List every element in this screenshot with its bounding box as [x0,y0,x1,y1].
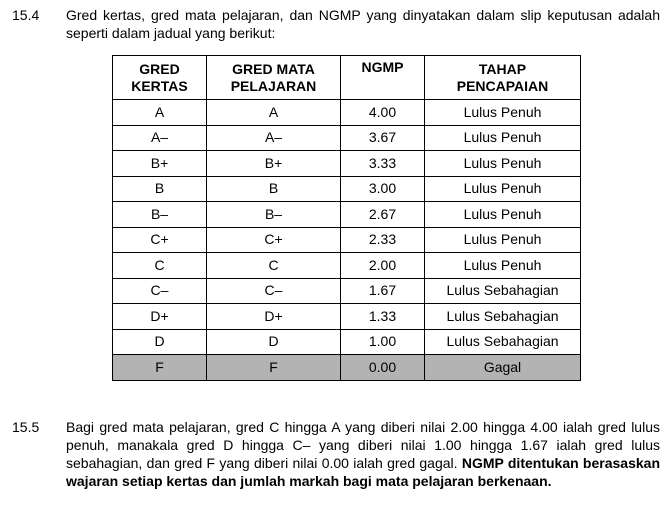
cell-ngmp: 2.33 [341,227,425,253]
cell-ngmp: 3.67 [341,125,425,151]
cell-ngmp: 1.33 [341,304,425,330]
cell-ngmp: 3.33 [341,151,425,177]
cell-gred-kertas: B [113,176,207,202]
cell-tahap-pencapaian: Lulus Penuh [425,227,581,253]
cell-ngmp: 2.00 [341,253,425,279]
section-text-bold: NGMP ditentukan berasaskan wajaran setiap kertas dan jumlah markah bagi mata pelajaran berkenaan. [66,455,660,489]
cell-gred-mata-pelajaran: D+ [207,304,341,330]
cell-tahap-pencapaian: Lulus Penuh [425,100,581,126]
section-text [66,418,660,490]
table-row [113,355,581,381]
table-row [113,176,581,202]
cell-gred-kertas: A [113,100,207,126]
cell-gred-mata-pelajaran: B– [207,202,341,228]
section-text-plain: Bagi gred mata pelajaran, gred C hingga A yang diberi nilai 2.00 hingga 4.00 ialah gred lulus penuh, manakala gred D hingga C– yang diberi nilai 1.00 hingga 1.67 ialah gred lulus sebahagian, dan gred F yang diberi nilai 0.00 ialah gred gagal. [66,419,660,471]
cell-gred-kertas: F [113,355,207,381]
cell-tahap-pencapaian: Lulus Sebahagian [425,278,581,304]
table-row [113,278,581,304]
cell-gred-mata-pelajaran: C [207,253,341,279]
table-row [113,253,581,279]
cell-tahap-pencapaian: Lulus Penuh [425,176,581,202]
grade-table [112,55,581,381]
section-number: 15.4 [12,7,40,23]
cell-gred-kertas: D+ [113,304,207,330]
cell-tahap-pencapaian: Lulus Penuh [425,151,581,177]
cell-gred-mata-pelajaran: B+ [207,151,341,177]
table-row [113,329,581,355]
table-row [113,304,581,330]
cell-tahap-pencapaian: Gagal [425,355,581,381]
table-row [113,100,581,126]
cell-ngmp: 3.00 [341,176,425,202]
cell-gred-mata-pelajaran: A [207,100,341,126]
cell-gred-kertas: B– [113,202,207,228]
cell-gred-kertas: C– [113,278,207,304]
header-tahap-pencapaian: TAHAP PENCAPAIAN [425,56,581,100]
cell-gred-mata-pelajaran: A– [207,125,341,151]
cell-gred-kertas: B+ [113,151,207,177]
table-row [113,125,581,151]
table-header-row [113,56,581,100]
cell-gred-mata-pelajaran: B [207,176,341,202]
header-gred-mata-pelajaran: GRED MATA PELAJARAN [207,56,341,100]
header-gred-kertas: GRED KERTAS [113,56,207,100]
cell-tahap-pencapaian: Lulus Penuh [425,202,581,228]
cell-gred-mata-pelajaran: D [207,329,341,355]
cell-gred-kertas: C+ [113,227,207,253]
cell-gred-mata-pelajaran: F [207,355,341,381]
section-number: 15.5 [12,419,40,435]
cell-gred-kertas: A– [113,125,207,151]
cell-gred-mata-pelajaran: C– [207,278,341,304]
cell-tahap-pencapaian: Lulus Sebahagian [425,304,581,330]
cell-ngmp: 1.67 [341,278,425,304]
cell-ngmp: 0.00 [341,355,425,381]
table-row [113,202,581,228]
cell-ngmp: 4.00 [341,100,425,126]
table-row [113,227,581,253]
cell-ngmp: 2.67 [341,202,425,228]
cell-gred-kertas: D [113,329,207,355]
header-ngmp: NGMP [341,56,425,100]
cell-gred-kertas: C [113,253,207,279]
cell-ngmp: 1.00 [341,329,425,355]
table-row [113,151,581,177]
cell-tahap-pencapaian: Lulus Sebahagian [425,329,581,355]
cell-tahap-pencapaian: Lulus Penuh [425,253,581,279]
cell-gred-mata-pelajaran: C+ [207,227,341,253]
section-text: Gred kertas, gred mata pelajaran, dan NGMP yang dinyatakan dalam slip keputusan adalah seperti dalam jadual yang berikut: [66,7,660,41]
cell-tahap-pencapaian: Lulus Penuh [425,125,581,151]
